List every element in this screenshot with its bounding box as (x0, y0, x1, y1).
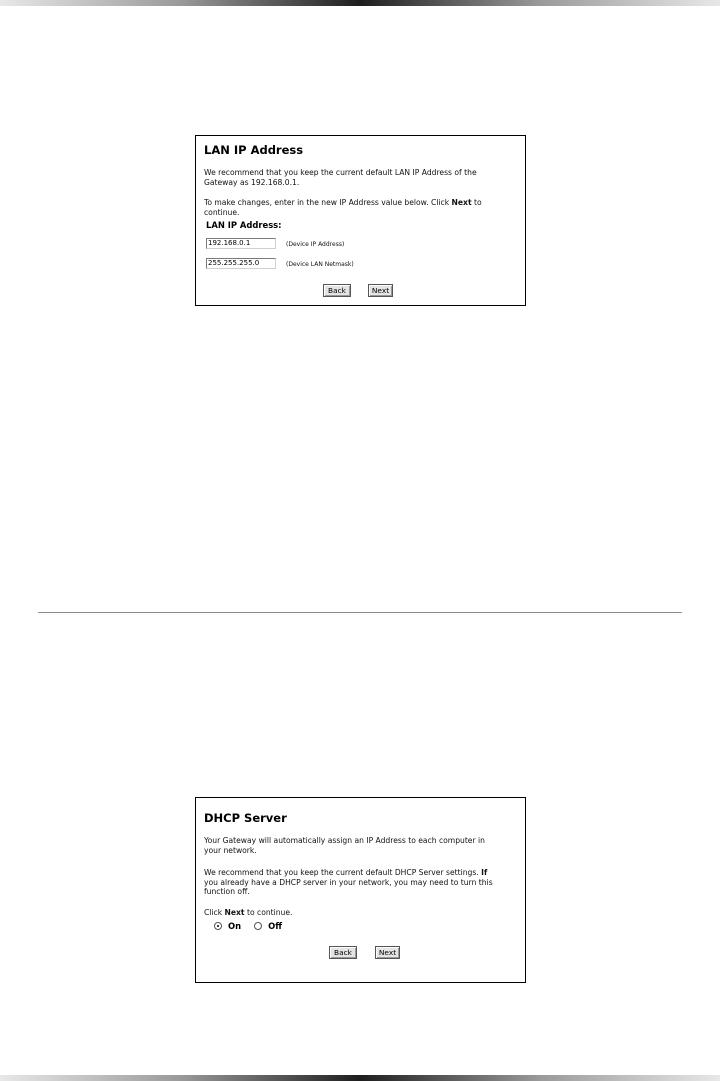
lan-panel-title: LAN IP Address (204, 143, 304, 157)
dhcp-click-pre: Click (204, 908, 225, 917)
lan-recommend-line2: Gateway as 192.168.0.1. (204, 177, 300, 187)
dhcp-off-radio[interactable] (254, 922, 262, 930)
dhcp-next-button[interactable]: Next (375, 946, 400, 959)
dhcp-recommend-text (204, 868, 520, 897)
dhcp-server-panel (195, 797, 526, 983)
dhcp-recommend-if-word: If (481, 868, 488, 877)
section-divider (38, 612, 682, 613)
lan-instructions-next-word: Next (451, 198, 472, 207)
lan-instructions-text (204, 198, 520, 217)
dhcp-auto-assign-text (204, 836, 520, 855)
dhcp-click-post: to continue. (244, 908, 293, 917)
lan-ip-address-panel (195, 135, 526, 306)
dhcp-recommend-line1: We recommend that you keep the current default DHCP Server settings. (204, 868, 482, 877)
dhcp-recommend-line3: function off. (204, 887, 250, 897)
lan-recommend-text (204, 168, 520, 187)
dhcp-panel-title: DHCP Server (204, 811, 287, 825)
dhcp-auto-assign-line2: your network. (204, 845, 257, 855)
dhcp-click-next-word: Next (224, 908, 245, 917)
dhcp-on-label[interactable]: On (228, 921, 242, 931)
lan-instructions-post: to (471, 198, 482, 207)
device-ip-address-input[interactable]: 192.168.0.1 (206, 238, 276, 249)
lan-instructions-pre: To make changes, enter in the new IP Address value below. Click (204, 198, 452, 207)
device-lan-netmask-input[interactable]: 255.255.255.0 (206, 258, 276, 269)
dhcp-recommend-line2: you already have a DHCP server in your network, you may need to turn this (204, 877, 493, 887)
device-lan-netmask-hint: (Device LAN Netmask) (286, 261, 354, 268)
lan-instructions-line2: continue. (204, 207, 240, 217)
dhcp-radio-group (214, 921, 295, 931)
dhcp-click-next-text (204, 908, 520, 918)
lan-ip-field-label: LAN IP Address: (206, 220, 282, 230)
device-ip-address-hint: (Device IP Address) (286, 241, 345, 248)
top-gradient-bar (0, 0, 720, 6)
dhcp-auto-assign-line1: Your Gateway will automatically assign an IP Address to each computer in (204, 836, 485, 845)
dhcp-off-label[interactable]: Off (268, 921, 282, 931)
dhcp-on-radio[interactable] (214, 922, 222, 930)
lan-back-button[interactable]: Back (323, 284, 351, 297)
dhcp-back-button[interactable]: Back (329, 946, 357, 959)
lan-next-button[interactable]: Next (368, 284, 393, 297)
bottom-gradient-bar (0, 1075, 720, 1081)
lan-recommend-line1: We recommend that you keep the current default LAN IP Address of the (204, 168, 477, 177)
